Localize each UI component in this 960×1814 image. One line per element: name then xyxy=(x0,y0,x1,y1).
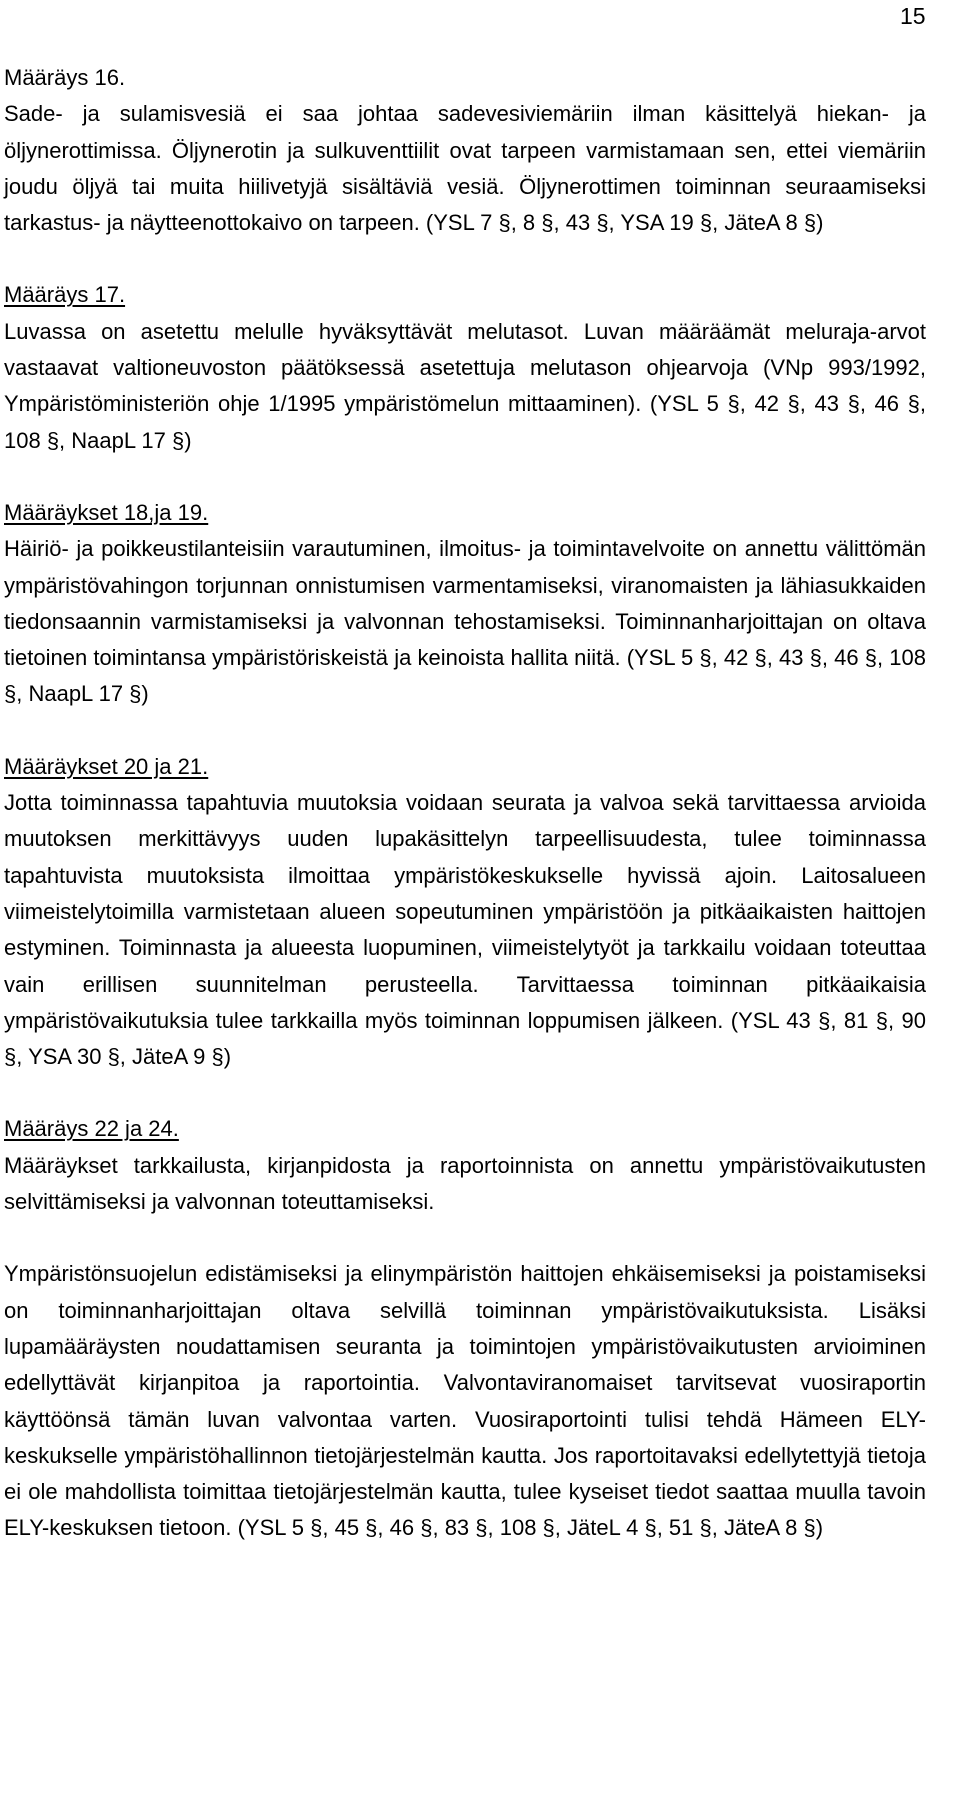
section-heading: Määräykset 20 ja 21. xyxy=(4,753,209,779)
section-paragraph: Sade- ja sulamisvesiä ei saa johtaa sadevesiviemäriin ilman käsittelyä hiekan- ja öljynerottimissa. Öljynerotin ja sulkuventtiilit ovat tarpeen varmistamaan sen, ettei viemäriin joudu öljyä tai muita hiilivetyjä sisältäviä vesiä. Öljynerottimen toiminnan seuraamiseksi tarkastus- ja näytteenottokaivo on tarpeen. (YSL 7 §, 8 §, 43 §, YSA 19 §, JäteA 8 §) xyxy=(4,101,926,236)
section-paragraph: Jotta toiminnassa tapahtuvia muutoksia voidaan seurata ja valvoa sekä tarvittaessa arvioida muutoksen merkittävyys uuden lupakäsittelyn tarpeellisuudesta, tulee toiminnassa tapahtuvista muutoksista ilmoittaa ympäristökeskukselle hyvissä ajoin. Laitosalueen viimeistelytoimilla varmistetaan alueen sopeutuminen ympäristöön ja pitkäaikaisten haittojen estyminen. Toiminnasta ja alueesta luopuminen, viimeistelytyöt ja tarkkailu voidaan toteuttaa vain erillisen suunnitelman perusteella. Tarvittaessa toiminnan pitkäaikaisia ympäristövaikutuksia tulee tarkkailla myös toiminnan loppumisen jälkeen. (YSL 43 §, 81 §, 90 §, YSA 30 §, JäteA 9 §) xyxy=(4,790,926,1070)
section-heading: Määräys 17. xyxy=(4,282,126,308)
document-body xyxy=(4,60,926,1547)
section-heading: Määräys 22 ja 24. xyxy=(4,1116,179,1142)
section-gap xyxy=(4,241,926,277)
section-gap xyxy=(4,713,926,749)
paragraph-gap xyxy=(4,1220,926,1256)
section-paragraph: Määräykset tarkkailusta, kirjanpidosta ja raportoinnista on annettu ympäristövaikutusten selvittämiseksi ja valvonnan toteuttamiseksi. xyxy=(4,1152,926,1215)
section-maarays-16 xyxy=(4,60,926,241)
section-paragraph: Luvassa on asetettu melulle hyväksyttävät melutasot. Luvan määräämät meluraja-arvot vastaavat valtioneuvoston päätöksessä asetettuja melutason ohjearvoja (VNp 993/1992, Ympäristöministeriön ohje 1/1995 ympäristömelun mittaaminen). (YSL 5 §, 42 §, 43 §, 46 §, 108 §, NaapL 17 §) xyxy=(4,318,926,453)
section-gap xyxy=(4,459,926,495)
page-number: 15 xyxy=(900,3,926,29)
section-heading: Määräykset 18,ja 19. xyxy=(4,499,209,525)
section-maarays-22-24 xyxy=(4,1111,926,1546)
section-maarays-17 xyxy=(4,277,926,458)
section-paragraph: Häiriö- ja poikkeustilanteisiin varautuminen, ilmoitus- ja toimintavelvoite on annettu välittömän ympäristövahingon torjunnan onnistumisen varmentamiseksi, viranomaisten ja lähiasukkaiden tiedonsaannin varmistamiseksi ja valvonnan tehostamiseksi. Toiminnanharjoittajan on oltava tietoinen toimintansa ympäristöriskeistä ja keinoista hallita niitä. (YSL 5 §, 42 §, 43 §, 46 §, 108 §, NaapL 17 §) xyxy=(4,536,926,707)
section-gap xyxy=(4,1075,926,1111)
section-maaraykset-18-19 xyxy=(4,495,926,713)
section-heading: Määräys 16. xyxy=(4,65,126,90)
section-maaraykset-20-21 xyxy=(4,749,926,1076)
section-paragraph: Ympäristönsuojelun edistämiseksi ja elinympäristön haittojen ehkäisemiseksi ja poistamiseksi on toiminnanharjoittajan oltava selvillä toiminnan ympäristövaikutuksista. Lisäksi lupamääräysten noudattamisen seuranta ja toimintojen ympäristövaikutusten arvioiminen edellyttävät kirjanpitoa ja raportointia. Valvontaviranomaiset tarvitsevat vuosiraportin käyttöönsä tämän luvan valvontaa varten. Vuosiraportointi tulisi tehdä Hämeen ELY-keskukselle ympäristöhallinnon tietojärjestelmän kautta. Jos raportoitavaksi edellytettyjä tietoja ei ole mahdollista toimittaa tietojärjestelmän kautta, tulee kyseiset tiedot saattaa muulla tavoin ELY-keskuksen tietoon. (YSL 5 §, 45 §, 46 §, 83 §, 108 §, JäteL 4 §, 51 §, JäteA 8 §) xyxy=(4,1261,926,1541)
